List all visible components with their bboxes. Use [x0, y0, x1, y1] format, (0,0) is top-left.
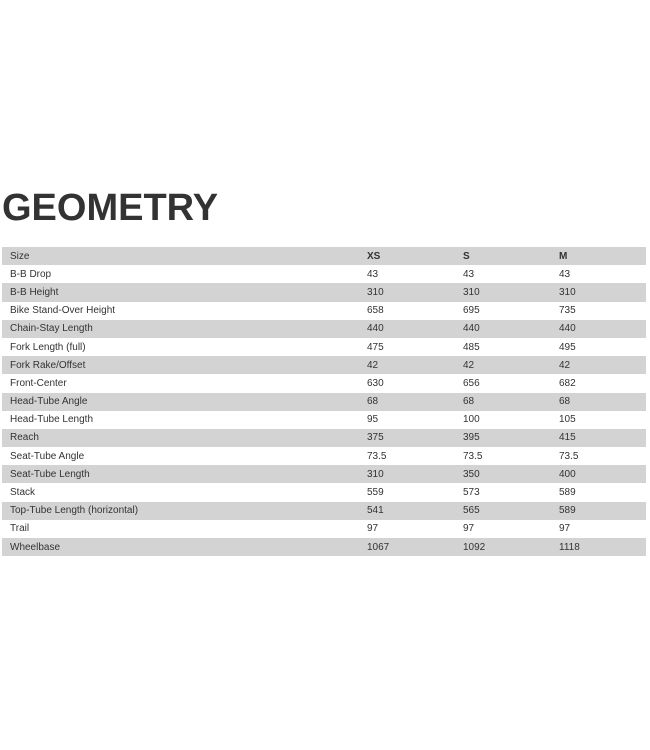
cell-s: 485: [463, 341, 480, 353]
row-label: Fork Rake/Offset: [10, 359, 86, 371]
cell-s: 440: [463, 323, 480, 335]
table-row: [2, 502, 646, 520]
table-row: [2, 465, 646, 483]
cell-m: 400: [559, 468, 576, 480]
cell-xs: 68: [367, 396, 379, 408]
cell-xs: 541: [367, 505, 384, 517]
cell-m: 589: [559, 505, 576, 517]
row-label: Trail: [10, 523, 30, 535]
cell-xs: 1067: [367, 541, 390, 553]
row-label: B-B Drop: [10, 268, 52, 280]
cell-s: 100: [463, 414, 480, 426]
cell-xs: 630: [367, 377, 384, 389]
row-label: Fork Length (full): [10, 341, 86, 353]
header-size-xs: XS: [367, 250, 381, 262]
row-label: B-B Height: [10, 286, 59, 298]
table-row: [2, 374, 646, 392]
cell-xs: 658: [367, 305, 384, 317]
table-row: [2, 283, 646, 301]
cell-s: 97: [463, 523, 475, 535]
cell-xs: 310: [367, 286, 384, 298]
cell-s: 695: [463, 305, 480, 317]
cell-s: 656: [463, 377, 480, 389]
table-row: [2, 520, 646, 538]
row-label: Chain-Stay Length: [10, 323, 93, 335]
table-header-row: [2, 247, 646, 265]
table-row: [2, 320, 646, 338]
cell-s: 573: [463, 487, 480, 499]
cell-xs: 97: [367, 523, 379, 535]
cell-xs: 43: [367, 268, 379, 280]
cell-m: 682: [559, 377, 576, 389]
cell-m: 42: [559, 359, 571, 371]
page-title: GEOMETRY: [2, 187, 219, 229]
cell-xs: 375: [367, 432, 384, 444]
row-label: Wheelbase: [10, 541, 61, 553]
header-size-m: M: [559, 250, 568, 262]
cell-s: 73.5: [463, 450, 483, 462]
table-row: [2, 447, 646, 465]
cell-m: 495: [559, 341, 576, 353]
cell-s: 1092: [463, 541, 486, 553]
table-row: [2, 356, 646, 374]
cell-s: 43: [463, 268, 475, 280]
table-row: [2, 393, 646, 411]
row-label: Head-Tube Length: [10, 414, 94, 426]
cell-xs: 440: [367, 323, 384, 335]
cell-s: 395: [463, 432, 480, 444]
cell-xs: 310: [367, 468, 384, 480]
row-label: Top-Tube Length (horizontal): [10, 505, 139, 517]
row-label: Head-Tube Angle: [10, 396, 88, 408]
cell-m: 1118: [559, 541, 580, 553]
header-size-s: S: [463, 250, 470, 262]
cell-m: 310: [559, 286, 576, 298]
row-label: Seat-Tube Angle: [10, 450, 85, 462]
cell-s: 42: [463, 359, 475, 371]
cell-m: 68: [559, 396, 571, 408]
table-row: [2, 302, 646, 320]
row-label: Seat-Tube Length: [10, 468, 90, 480]
table-row: [2, 483, 646, 501]
cell-xs: 73.5: [367, 450, 387, 462]
cell-m: 43: [559, 268, 571, 280]
cell-m: 97: [559, 523, 571, 535]
row-label: Reach: [10, 432, 39, 444]
cell-s: 350: [463, 468, 480, 480]
table-row: [2, 265, 646, 283]
row-label: Front-Center: [10, 377, 67, 389]
geometry-table: [2, 247, 646, 556]
cell-m: 105: [559, 414, 576, 426]
cell-xs: 95: [367, 414, 379, 426]
table-row: [2, 411, 646, 429]
cell-xs: 42: [367, 359, 379, 371]
table-row: [2, 429, 646, 447]
cell-m: 73.5: [559, 450, 579, 462]
cell-s: 68: [463, 396, 475, 408]
row-label: Stack: [10, 487, 36, 499]
row-label: Bike Stand-Over Height: [10, 305, 116, 317]
cell-s: 310: [463, 286, 480, 298]
cell-m: 415: [559, 432, 576, 444]
cell-s: 565: [463, 505, 480, 517]
cell-m: 440: [559, 323, 576, 335]
table-row: [2, 338, 646, 356]
cell-xs: 475: [367, 341, 384, 353]
header-size-label: Size: [10, 250, 30, 262]
table-row: [2, 538, 646, 556]
cell-m: 735: [559, 305, 576, 317]
cell-m: 589: [559, 487, 576, 499]
cell-xs: 559: [367, 487, 384, 499]
